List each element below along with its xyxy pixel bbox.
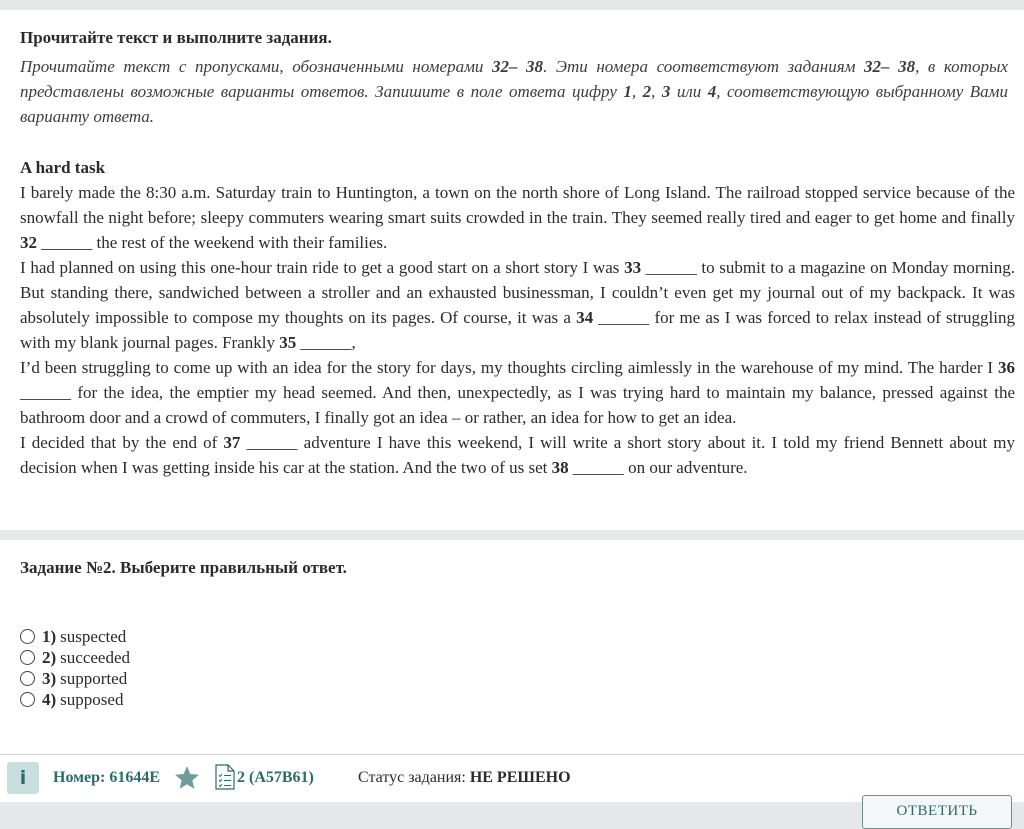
gap-number-37: 37	[223, 433, 241, 452]
reading-passage	[20, 180, 1015, 480]
answer-option-3[interactable]: 3) supported	[20, 668, 130, 689]
radio-button[interactable]	[20, 650, 35, 665]
task-heading: Задание №2. Выберите правильный ответ.	[20, 558, 347, 577]
task-code-link[interactable]: 2 (A57B61)	[237, 769, 314, 786]
gap-number-35: 35	[279, 333, 297, 352]
radio-button[interactable]	[20, 629, 35, 644]
gap-number-32: 32	[20, 233, 37, 252]
passage-paragraph-1: I barely made the 8:30 a.m. Saturday train to Huntington, a town on the north shore of Long Island. The railroad stopped service because of the snowfall the night before; sleepy commuters wearing smart suits crowded in the train. They seemed really tired and eager to get home and finally 32 ______ the rest of the weekend with their families.	[20, 183, 1015, 252]
status-value: НЕ РЕШЕНО	[469, 769, 571, 786]
text-title: A hard task	[20, 158, 106, 177]
info-button[interactable]	[7, 762, 39, 794]
option-label: succeeded	[60, 648, 131, 667]
gap-number-38: 38	[551, 458, 569, 477]
answer-option-1[interactable]: 1) suspected	[20, 626, 130, 647]
info-icon: i	[19, 767, 27, 789]
option-label: supposed	[60, 690, 124, 709]
task-number: Номер: 61644E	[53, 769, 161, 786]
star-icon[interactable]	[173, 764, 201, 792]
option-label: supported	[60, 669, 128, 688]
answer-option-4[interactable]: 4) supposed	[20, 689, 130, 710]
radio-button[interactable]	[20, 671, 35, 686]
reading-heading: Прочитайте текст и выполните задания.	[20, 28, 332, 47]
task-status: Статус задания: НЕ РЕШЕНО	[358, 769, 571, 786]
gap-number-36: 36	[998, 358, 1015, 377]
passage-paragraph-2: I had planned on using this one-hour train ride to get a good start on a short story I was 33 ______ to submit to a magazine on Monday morning. But standing there, sandwiched between a stroller and an exhausted businessman, I couldn’t even get my journal out of my backpack. It was absolutely impossible to compose my thoughts on its pages. Of course, it was a 34 ______ for me as I was forced to relax instead of struggling with my blank journal pages. Frankly 35 ______,	[20, 258, 1015, 352]
answer-options	[20, 626, 130, 710]
reading-instructions: Прочитайте текст с пропусками, обозначенными номерами 32– 38. Эти номера соответствуют заданиям 32– 38, в которых представлены возможные варианты ответов. Запишите в поле ответа цифру 1, 2, 3 или 4, соответствующую выбранному Вами варианту ответа.	[20, 57, 1009, 126]
passage-paragraph-3: I’d been struggling to come up with an idea for the story for days, my thoughts circling aimlessly in the warehouse of my mind. The harder I 36 ______ for the idea, the emptier my head seemed. And then, unexpectedly, as I was trying hard to maintain my balance, pressed against the bathroom door and a crowd of commuters, I finally got an idea – or rather, an idea for how to get an idea.	[20, 358, 1015, 427]
answer-option-2[interactable]: 2) succeeded	[20, 647, 130, 668]
passage-paragraph-4: I decided that by the end of 37 ______ adventure I have this weekend, I will write a short story about it. I told my friend Bennett about my decision when I was getting inside his car at the station. And the two of us set 38 ______ on our adventure.	[20, 433, 1015, 477]
radio-button[interactable]	[20, 692, 35, 707]
answer-button[interactable]: ОТВЕТИТЬ	[862, 795, 1012, 829]
gap-number-33: 33	[624, 258, 642, 277]
document-list-icon[interactable]	[215, 764, 235, 790]
gap-number-34: 34	[576, 308, 594, 327]
footer-divider	[0, 754, 1024, 755]
option-label: suspected	[60, 627, 127, 646]
task-panel	[0, 540, 1024, 802]
